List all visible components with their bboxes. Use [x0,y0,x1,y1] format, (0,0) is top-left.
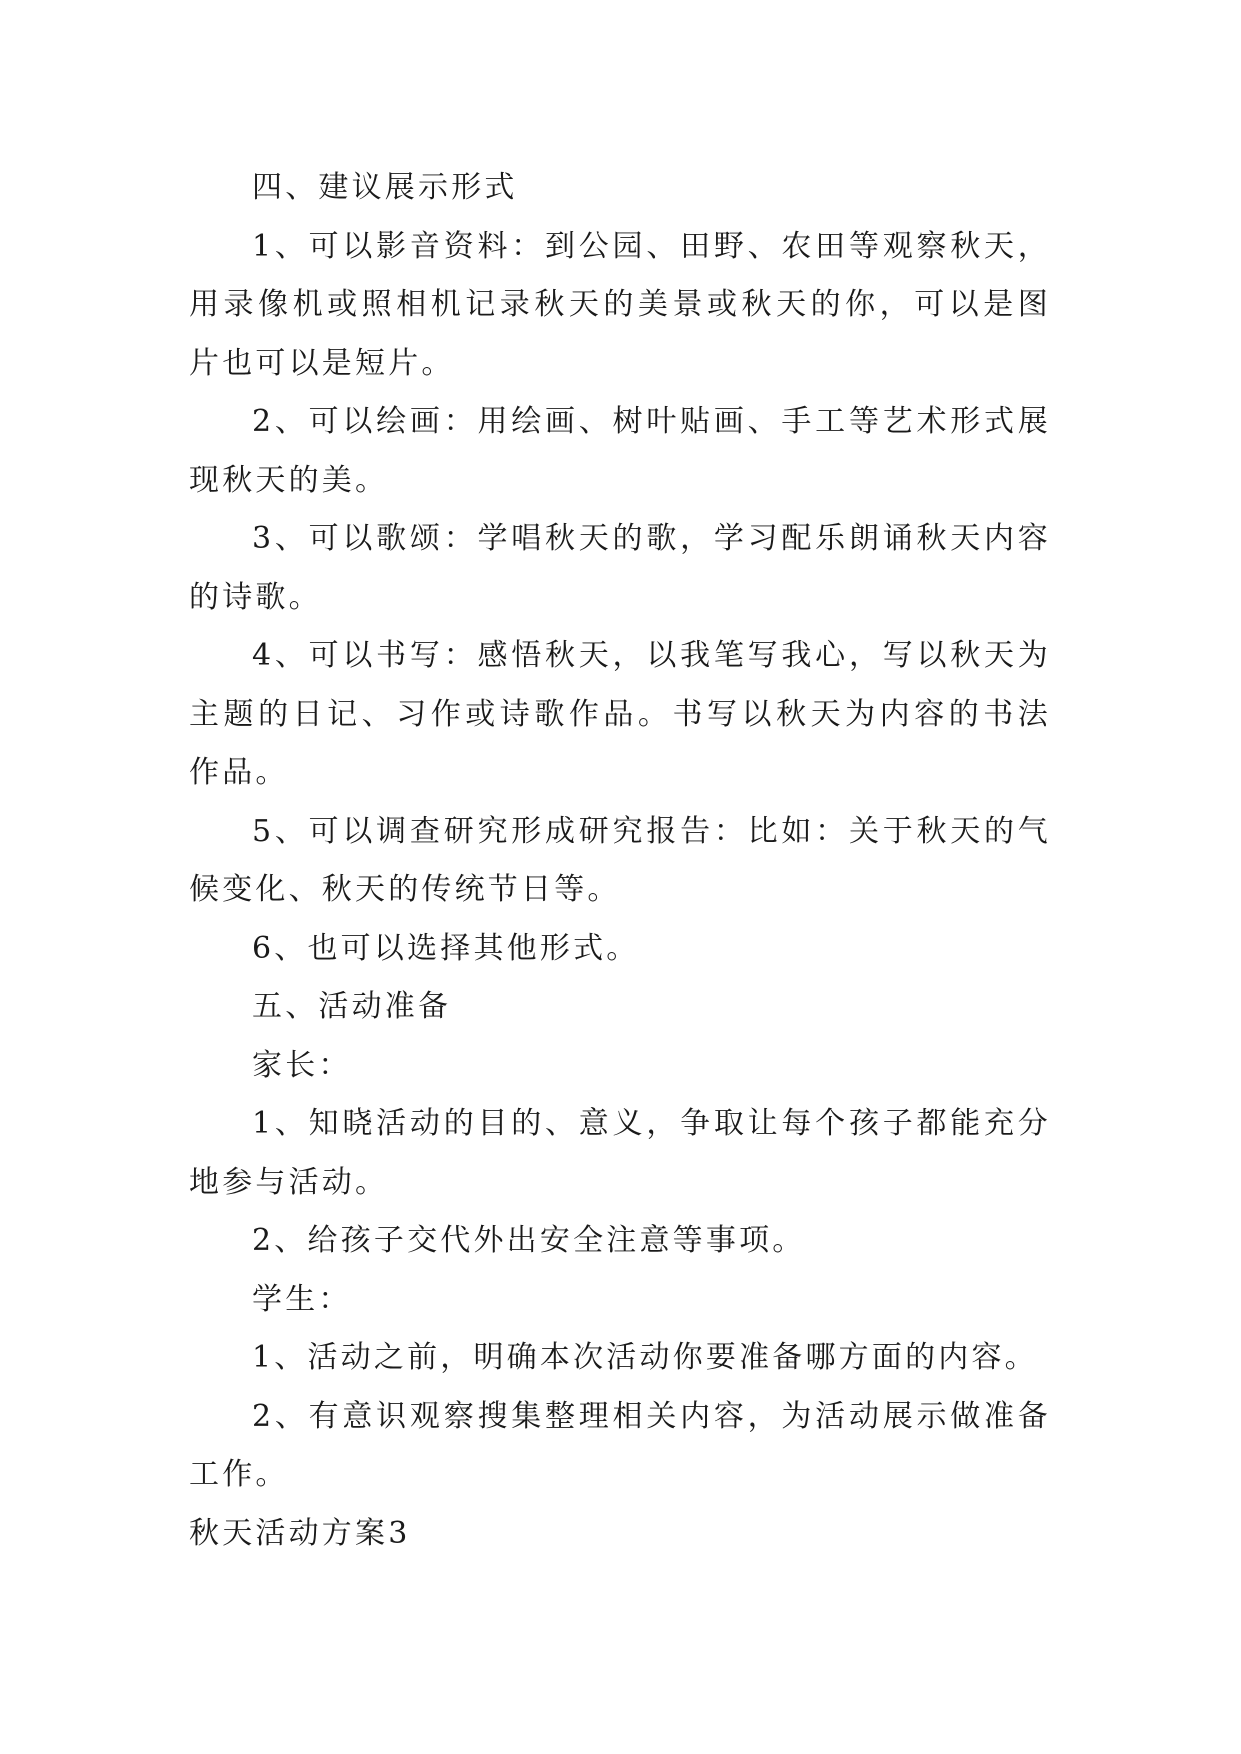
list-item: 2、有意识观察搜集整理相关内容，为活动展示做准备工作。 [189,1398,1051,1492]
list-item: 1、知晓活动的目的、意义，争取让每个孩子都能充分地参与活动。 [189,1106,1051,1200]
document-title: 秋天活动方案3 [189,1515,411,1551]
subheading: 家长： [252,1047,352,1083]
document-page [189,159,1051,1563]
subheading: 学生： [252,1281,352,1317]
list-item: 1、可以影音资料：到公园、田野、农田等观察秋天，用录像机或照相机记录秋天的美景或秋天的你，可以是图片也可以是短片。 [189,228,1051,381]
list-item: 3、可以歌颂：学唱秋天的歌，学习配乐朗诵秋天内容的诗歌。 [189,521,1051,615]
list-item: 2、可以绘画：用绘画、树叶贴画、手工等艺术形式展现秋天的美。 [189,404,1051,498]
list-item: 6、也可以选择其他形式。 [252,930,640,966]
section-heading: 五、活动准备 [252,989,452,1024]
list-item: 2、给孩子交代外出安全注意等事项。 [252,1223,806,1258]
list-item: 4、可以书写：感悟秋天，以我笔写我心，写以秋天为主题的日记、习作或诗歌作品。书写以秋天为内容的书法作品。 [189,638,1051,790]
section-heading: 四、建议展示形式 [252,170,518,205]
list-item: 5、可以调查研究形成研究报告：比如：关于秋天的气候变化、秋天的传统节日等。 [189,813,1051,907]
list-item: 1、活动之前，明确本次活动你要准备哪方面的内容。 [252,1340,1038,1375]
